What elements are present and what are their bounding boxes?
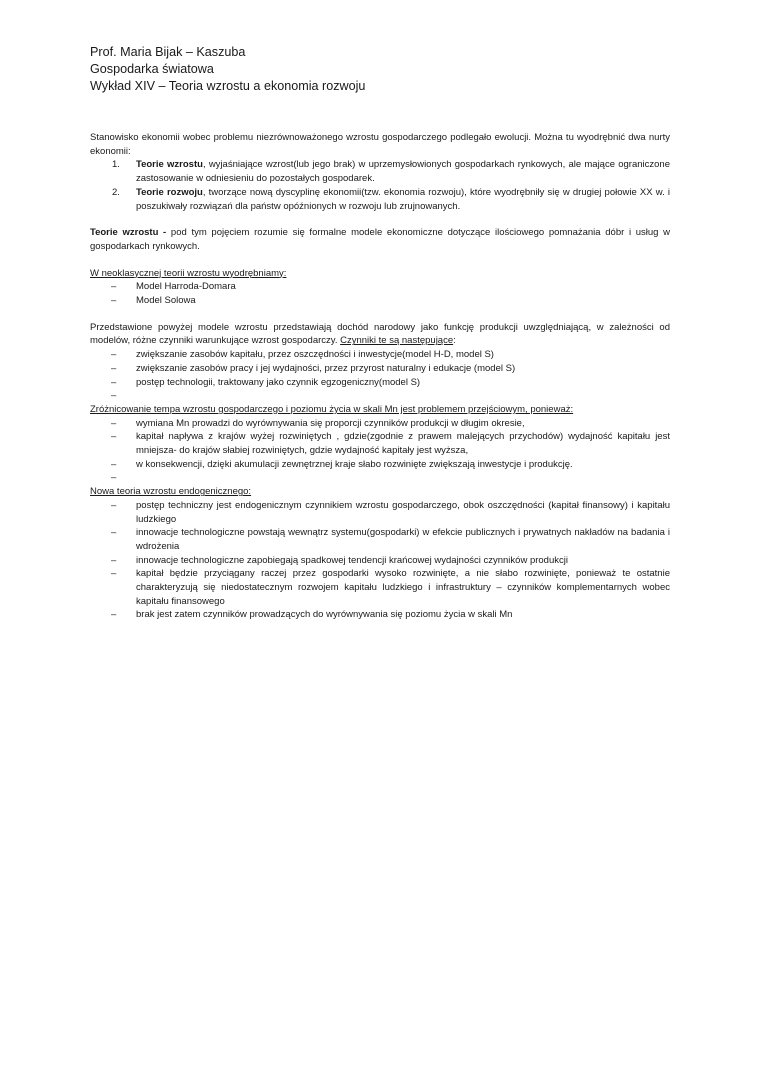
list-item — [111, 294, 670, 308]
dash-bullet: – — [111, 431, 117, 443]
list-item — [111, 417, 670, 431]
dash-bullet: – — [111, 472, 117, 484]
list-item — [111, 471, 670, 485]
list-text: kapitał napływa z krajów wyżej rozwiniętych , gdzie(zgodnie z prawem malejących przychodów) wydajność kapitału jest mniejsza- do krajów słabiej rozwiniętych, gdzie wydajność kapitały jest wyższa, — [136, 431, 670, 457]
factors-underlined: Czynniki te są następujące — [340, 335, 454, 347]
endogenous-heading: Nowa teoria wzrostu endogenicznego: — [90, 486, 252, 498]
list-text: Model Harroda-Domara — [136, 281, 236, 293]
factors-list — [90, 348, 670, 403]
list-text: postęp technologii, traktowany jako czynnik egzogeniczny(model S) — [136, 376, 421, 388]
list-term: Teorie rozwoju — [136, 186, 203, 198]
differentiation-heading: Zróżnicowanie tempa wzrostu gospodarczego i poziomu życia w skali Mn jest problemem przejściowym, ponieważ: — [90, 403, 574, 415]
dash-bullet: – — [111, 295, 117, 307]
list-text: w konsekwencji, dzięki akumulacji zewnętrznej kraje słabo rozwinięte zwiększają inwestycje i produkcję. — [136, 458, 573, 470]
list-text: zwiększanie zasobów kapitału, przez oszczędności i inwestycje(model H-D, model S) — [136, 349, 494, 361]
list-text: wymiana Mn prowadzi do wyrównywania się proporcji czynników produkcji w długim okresie, — [136, 417, 525, 429]
list-item — [112, 186, 670, 213]
factors-paragraph — [90, 321, 670, 348]
endogenous-list — [90, 499, 670, 622]
dash-bullet: – — [111, 609, 117, 621]
list-item — [111, 280, 670, 294]
dash-bullet: – — [111, 554, 117, 566]
list-item — [111, 458, 670, 472]
list-text: brak jest zatem czynników prowadzących do wyrównywania się poziomu życia w skali Mn — [136, 609, 513, 621]
dash-bullet: – — [111, 376, 117, 388]
factors-colon: : — [453, 335, 456, 347]
list-term: Teorie wzrostu — [136, 159, 203, 171]
neoclassical-list — [90, 280, 670, 307]
dash-bullet: – — [111, 458, 117, 470]
list-item — [111, 499, 670, 526]
course-line: Gospodarka światowa — [90, 62, 214, 76]
list-text: innowacje technologiczne powstają wewnątrz systemu(gospodarki) w efekcie publicznych i prywatnych nakładów na badania i wdrożenia — [136, 527, 670, 552]
dash-bullet: – — [111, 568, 117, 580]
document-header — [90, 44, 670, 95]
list-item — [111, 362, 670, 376]
list-item — [111, 567, 670, 608]
list-text: zwiększanie zasobów pracy i jej wydajności, przez przyrost naturalny i edukacje (model S) — [136, 362, 516, 374]
definition-text: pod tym pojęciem rozumie się formalne modele ekonomiczne dotyczące ilościowego pomnażania dóbr i usług w gospodarkach rynkowych. — [90, 227, 670, 252]
neoclassical-heading: W neoklasycznej teorii wzrostu wyodrębniamy: — [90, 267, 287, 279]
lecture-title: Wykład XIV – Teoria wzrostu a ekonomia rozwoju — [90, 79, 366, 93]
dash-bullet: – — [111, 281, 117, 293]
author-line: Prof. Maria Bijak – Kaszuba — [90, 45, 246, 59]
dash-bullet: – — [111, 349, 117, 361]
list-item — [111, 554, 670, 568]
list-text: postęp techniczny jest endogenicznym czynnikiem wzrostu gospodarczego, obok oszczędności (kapitał finansowy) i kapitału ludzkiego — [136, 499, 670, 525]
dash-bullet: – — [111, 390, 117, 402]
dash-bullet: – — [111, 527, 117, 539]
list-text: , wyjaśniające wzrost(lub jego brak) w uprzemysłowionych gospodarkach rynkowych, ale mające ograniczone zastosowanie w odniesieniu do pozostałych gospodarek. — [136, 159, 670, 185]
list-item — [111, 348, 670, 362]
differentiation-list — [90, 417, 670, 486]
list-text: innowacje technologiczne zapobiegają spadkowej tendencji krańcowej wydajności czynników produkcji — [136, 554, 568, 566]
dash-bullet: – — [111, 362, 117, 374]
list-text: , tworzące nową dyscyplinę ekonomii(tzw. ekonomia rozwoju), które wyodrębniły się w drugiej połowie XX w. i poszukiwały rozwiązań dla państw opóźnionych w rozwoju lub zrujnowanych. — [136, 186, 670, 212]
list-text: kapitał będzie przyciągany raczej przez gospodarki wysoko rozwinięte, a nie słabo rozwinięte, ponieważ te ostatnie charakteryzują się niedostatecznym rozwojem kapitału ludzkiego i infrastruktury – czynników komplementarnych wobec kapitału finansowego — [136, 568, 670, 607]
intro-list — [90, 158, 670, 213]
list-item — [111, 608, 670, 622]
list-number: 1. — [112, 159, 120, 171]
list-number: 2. — [112, 186, 120, 198]
dash-bullet: – — [111, 417, 117, 429]
definition-paragraph — [90, 226, 670, 253]
factors-text: Przedstawione powyżej modele wzrostu przedstawiają dochód narodowy jako funkcję produkcji uwzględniającą, w zależności od modelów, różne czynniki warunkujące wzrost gospodarczy. — [90, 321, 670, 347]
definition-term: Teorie wzrostu - — [90, 227, 167, 239]
list-item — [111, 526, 670, 553]
dash-bullet: – — [111, 499, 117, 511]
list-item — [111, 430, 670, 457]
intro-paragraph: Stanowisko ekonomii wobec problemu niezrównoważonego wzrostu gospodarczego podlegało ewolucji. Można tu wyodrębnić dwa nurty ekonomii: — [90, 132, 670, 157]
list-text: Model Solowa — [136, 295, 196, 307]
document-body — [90, 131, 670, 622]
list-item — [111, 389, 670, 403]
list-item — [112, 158, 670, 185]
list-item — [111, 376, 670, 390]
